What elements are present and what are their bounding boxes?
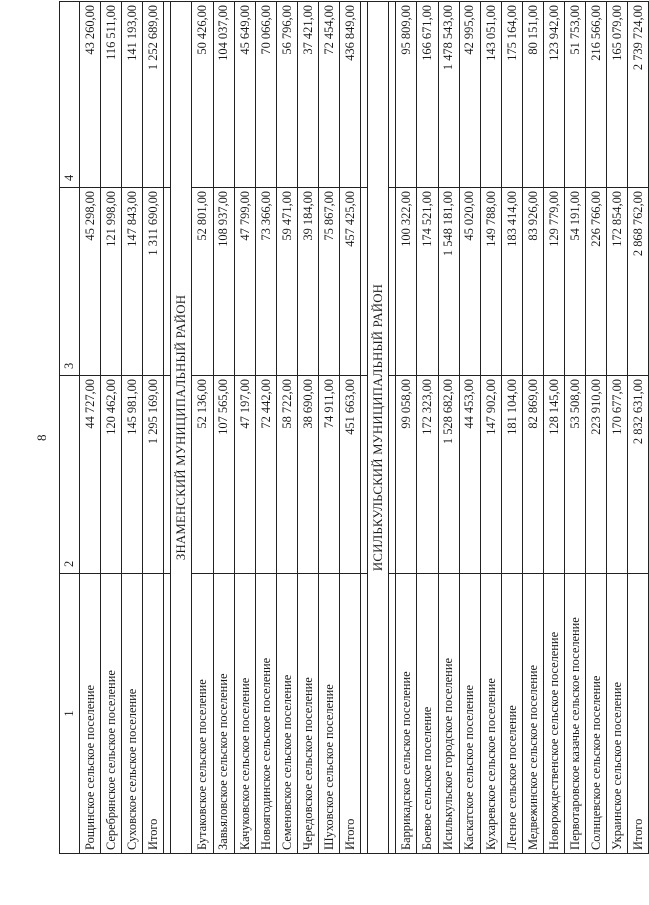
spacer-cell [361, 574, 368, 854]
row-label-cell: Исилькульское городское поселение [438, 574, 459, 854]
value-cell: 52 136,00 [192, 376, 213, 574]
value-cell: 128 145,00 [543, 376, 564, 574]
spacer-row [164, 2, 171, 854]
total-row [143, 2, 164, 854]
spacer-cell [389, 574, 396, 854]
value-cell: 141 193,00 [122, 2, 143, 188]
section-title: ЗНАМЕНСКИЙ МУНИЦИПАЛЬНЫЙ РАЙОН [171, 2, 192, 854]
value-cell: 170 677,00 [607, 376, 628, 574]
value-cell: 104 037,00 [213, 2, 234, 188]
table-row [501, 2, 522, 854]
spacer-cell [361, 2, 368, 188]
spacer-cell [361, 188, 368, 376]
value-cell: 183 414,00 [501, 188, 522, 376]
header-cell: 1 [60, 574, 80, 854]
header-cell: 2 [60, 376, 80, 574]
value-cell: 123 942,00 [543, 2, 564, 188]
value-cell: 226 766,00 [586, 188, 607, 376]
spacer-cell [164, 574, 171, 854]
value-cell: 108 937,00 [213, 188, 234, 376]
spacer-row [389, 2, 396, 854]
row-label-cell: Шуховское сельское поселение [319, 574, 340, 854]
table-row [276, 2, 297, 854]
value-cell: 451 663,00 [340, 376, 361, 574]
value-cell: 44 453,00 [459, 376, 480, 574]
row-label-cell: Боевое сельское поселение [417, 574, 438, 854]
row-label-cell: Качуковское сельское поселение [234, 574, 255, 854]
row-label-cell: Новорождественское сельское поселение [543, 574, 564, 854]
row-label-cell: Бутаковское сельское поселение [192, 574, 213, 854]
table-row [438, 2, 459, 854]
value-cell: 75 867,00 [319, 188, 340, 376]
value-cell: 223 910,00 [586, 376, 607, 574]
header-row [60, 2, 80, 854]
value-cell: 116 511,00 [101, 2, 122, 188]
section-header-row [368, 2, 389, 854]
value-cell: 107 565,00 [213, 376, 234, 574]
value-cell: 147 843,00 [122, 188, 143, 376]
table-row [565, 2, 586, 854]
row-label-cell: Первотаровское казачье сельское поселение [565, 574, 586, 854]
row-label-cell: Украинское сельское поселение [607, 574, 628, 854]
value-cell: 95 809,00 [396, 2, 417, 188]
table-row [543, 2, 564, 854]
value-cell: 43 260,00 [80, 2, 101, 188]
total-row [628, 2, 649, 854]
value-cell: 1 548 181,00 [438, 188, 459, 376]
table-row [586, 2, 607, 854]
value-cell: 175 164,00 [501, 2, 522, 188]
table-row [234, 2, 255, 854]
value-cell: 99 058,00 [396, 376, 417, 574]
spacer-row [361, 2, 368, 854]
row-label-cell: Завьяловское сельское поселение [213, 574, 234, 854]
value-cell: 143 051,00 [480, 2, 501, 188]
value-cell: 45 298,00 [80, 188, 101, 376]
value-cell: 39 184,00 [297, 188, 318, 376]
value-cell: 457 425,00 [340, 188, 361, 376]
budget-table [59, 1, 649, 854]
value-cell: 147 902,00 [480, 376, 501, 574]
value-cell: 50 426,00 [192, 2, 213, 188]
value-cell: 165 079,00 [607, 2, 628, 188]
table-row [396, 2, 417, 854]
value-cell: 82 869,00 [522, 376, 543, 574]
value-cell: 1 295 169,00 [143, 376, 164, 574]
row-label-cell: Новоягодинское сельское поселение [255, 574, 276, 854]
value-cell: 181 104,00 [501, 376, 522, 574]
value-cell: 216 566,00 [586, 2, 607, 188]
value-cell: 174 521,00 [417, 188, 438, 376]
header-cell: 3 [60, 188, 80, 376]
value-cell: 45 020,00 [459, 188, 480, 376]
value-cell: 59 471,00 [276, 188, 297, 376]
value-cell: 149 788,00 [480, 188, 501, 376]
value-cell: 51 753,00 [565, 2, 586, 188]
table-row [122, 2, 143, 854]
spacer-cell [164, 2, 171, 188]
value-cell: 45 649,00 [234, 2, 255, 188]
value-cell: 42 995,00 [459, 2, 480, 188]
value-cell: 47 197,00 [234, 376, 255, 574]
value-cell: 1 252 689,00 [143, 2, 164, 188]
table-row [480, 2, 501, 854]
row-label-cell: Каскатское сельское поселение [459, 574, 480, 854]
value-cell: 120 462,00 [101, 376, 122, 574]
value-cell: 44 727,00 [80, 376, 101, 574]
value-cell: 166 671,00 [417, 2, 438, 188]
value-cell: 172 323,00 [417, 376, 438, 574]
row-label-cell: Семеновское сельское поселение [276, 574, 297, 854]
value-cell: 56 796,00 [276, 2, 297, 188]
table-row [213, 2, 234, 854]
spacer-cell [361, 376, 368, 574]
row-label-cell: Итого [143, 574, 164, 854]
row-label-cell: Чередовское сельское поселение [297, 574, 318, 854]
value-cell: 73 366,00 [255, 188, 276, 376]
total-row [340, 2, 361, 854]
spacer-cell [164, 188, 171, 376]
row-label-cell: Баррикадское сельское поселение [396, 574, 417, 854]
table-row [459, 2, 480, 854]
table-row [417, 2, 438, 854]
row-label-cell: Кухаревское сельское поселение [480, 574, 501, 854]
rotated-table-wrapper [59, 2, 646, 854]
row-label-cell: Серебрянское сельское поселение [101, 574, 122, 854]
spacer-cell [164, 376, 171, 574]
row-label-cell: Лесное сельское поселение [501, 574, 522, 854]
spacer-cell [389, 188, 396, 376]
value-cell: 129 779,00 [543, 188, 564, 376]
row-label-cell: Итого [628, 574, 649, 854]
value-cell: 54 191,00 [565, 188, 586, 376]
value-cell: 52 801,00 [192, 188, 213, 376]
spacer-cell [389, 376, 396, 574]
section-header-row [171, 2, 192, 854]
value-cell: 74 911,00 [319, 376, 340, 574]
row-label-cell: Медвежинское сельское поселение [522, 574, 543, 854]
value-cell: 121 998,00 [101, 188, 122, 376]
table-body [60, 2, 649, 854]
table-row [101, 2, 122, 854]
table-row [192, 2, 213, 854]
value-cell: 37 421,00 [297, 2, 318, 188]
value-cell: 1 478 543,00 [438, 2, 459, 188]
value-cell: 1 311 690,00 [143, 188, 164, 376]
value-cell: 72 454,00 [319, 2, 340, 188]
value-cell: 38 690,00 [297, 376, 318, 574]
value-cell: 145 981,00 [122, 376, 143, 574]
value-cell: 58 722,00 [276, 376, 297, 574]
row-label-cell: Суховское сельское поселение [122, 574, 143, 854]
row-label-cell: Солнцевское сельское поселение [586, 574, 607, 854]
value-cell: 100 322,00 [396, 188, 417, 376]
table-row [319, 2, 340, 854]
value-cell: 172 854,00 [607, 188, 628, 376]
value-cell: 1 528 682,00 [438, 376, 459, 574]
value-cell: 2 739 724,00 [628, 2, 649, 188]
table-row [522, 2, 543, 854]
value-cell: 70 066,00 [255, 2, 276, 188]
value-cell: 72 442,00 [255, 376, 276, 574]
value-cell: 53 508,00 [565, 376, 586, 574]
value-cell: 83 926,00 [522, 188, 543, 376]
page-number: 8 [34, 434, 49, 441]
value-cell: 80 151,00 [522, 2, 543, 188]
value-cell: 436 849,00 [340, 2, 361, 188]
section-title: ИСИЛЬКУЛЬСКИЙ МУНИЦИПАЛЬНЫЙ РАЙОН [368, 2, 389, 854]
value-cell: 2 868 762,00 [628, 188, 649, 376]
table-row [297, 2, 318, 854]
table-row [80, 2, 101, 854]
table-row [607, 2, 628, 854]
table-row [255, 2, 276, 854]
value-cell: 47 799,00 [234, 188, 255, 376]
header-cell: 4 [60, 2, 80, 188]
row-label-cell: Рощинское сельское поселение [80, 574, 101, 854]
spacer-cell [389, 2, 396, 188]
value-cell: 2 832 631,00 [628, 376, 649, 574]
row-label-cell: Итого [340, 574, 361, 854]
